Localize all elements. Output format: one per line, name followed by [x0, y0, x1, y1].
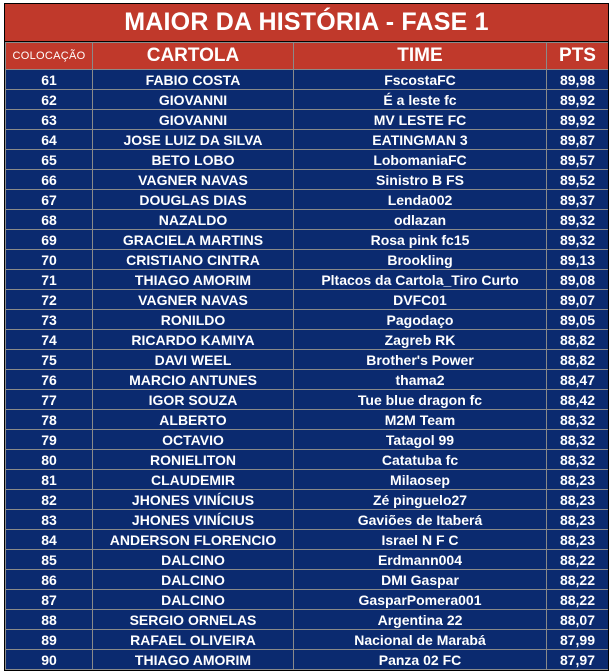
cell-time: Pagodaço	[294, 310, 547, 330]
cell-cartola: JHONES VINÍCIUS	[93, 490, 294, 510]
table-row	[6, 430, 609, 450]
table-row	[6, 250, 609, 270]
page-title: MAIOR DA HISTÓRIA - FASE 1	[5, 4, 608, 42]
cell-cartola: FABIO COSTA	[93, 70, 294, 90]
cell-cartola: DALCINO	[93, 550, 294, 570]
cell-cartola: ANDERSON FLORENCIO	[93, 530, 294, 550]
table-row	[6, 270, 609, 290]
cell-pts: 88,23	[547, 490, 609, 510]
header-time: TIME	[294, 43, 547, 70]
cell-rank: 88	[6, 610, 93, 630]
cell-pts: 89,32	[547, 210, 609, 230]
cell-time: LobomaniaFC	[294, 150, 547, 170]
cell-pts: 88,23	[547, 470, 609, 490]
cell-cartola: RICARDO KAMIYA	[93, 330, 294, 350]
table-row	[6, 70, 609, 90]
cell-cartola: DALCINO	[93, 570, 294, 590]
table-row	[6, 570, 609, 590]
cell-cartola: MARCIO ANTUNES	[93, 370, 294, 390]
cell-rank: 64	[6, 130, 93, 150]
cell-pts: 89,87	[547, 130, 609, 150]
cell-rank: 68	[6, 210, 93, 230]
table-row	[6, 530, 609, 550]
cell-time: Brookling	[294, 250, 547, 270]
cell-rank: 82	[6, 490, 93, 510]
cell-pts: 88,32	[547, 430, 609, 450]
cell-rank: 90	[6, 650, 93, 670]
cell-cartola: DALCINO	[93, 590, 294, 610]
table-row	[6, 370, 609, 390]
cell-cartola: BETO LOBO	[93, 150, 294, 170]
cell-pts: 89,08	[547, 270, 609, 290]
cell-rank: 77	[6, 390, 93, 410]
cell-time: Milaosep	[294, 470, 547, 490]
cell-rank: 69	[6, 230, 93, 250]
cell-rank: 72	[6, 290, 93, 310]
cell-time: Argentina 22	[294, 610, 547, 630]
cell-time: Tue blue dragon fc	[294, 390, 547, 410]
cell-cartola: CLAUDEMIR	[93, 470, 294, 490]
cell-rank: 87	[6, 590, 93, 610]
cell-time: É a leste fc	[294, 90, 547, 110]
cell-rank: 80	[6, 450, 93, 470]
table-row	[6, 490, 609, 510]
cell-cartola: RONIELITON	[93, 450, 294, 470]
table-row	[6, 630, 609, 650]
table-row	[6, 610, 609, 630]
cell-time: Tatagol 99	[294, 430, 547, 450]
cell-cartola: SERGIO ORNELAS	[93, 610, 294, 630]
cell-time: Nacional de Marabá	[294, 630, 547, 650]
cell-pts: 89,57	[547, 150, 609, 170]
table-row	[6, 170, 609, 190]
cell-rank: 67	[6, 190, 93, 210]
cell-time: Brother's Power	[294, 350, 547, 370]
cell-rank: 78	[6, 410, 93, 430]
cell-rank: 85	[6, 550, 93, 570]
cell-pts: 88,23	[547, 530, 609, 550]
cell-rank: 89	[6, 630, 93, 650]
table-row	[6, 550, 609, 570]
ranking-sheet	[4, 3, 609, 671]
cell-time: Erdmann004	[294, 550, 547, 570]
table-row	[6, 470, 609, 490]
cell-rank: 73	[6, 310, 93, 330]
ranking-table	[5, 42, 609, 670]
cell-cartola: GIOVANNI	[93, 90, 294, 110]
table-row	[6, 230, 609, 250]
cell-cartola: DOUGLAS DIAS	[93, 190, 294, 210]
table-row	[6, 410, 609, 430]
cell-cartola: ALBERTO	[93, 410, 294, 430]
cell-cartola: OCTAVIO	[93, 430, 294, 450]
cell-time: Zé pinguelo27	[294, 490, 547, 510]
cell-time: Panza 02 FC	[294, 650, 547, 670]
cell-cartola: RONILDO	[93, 310, 294, 330]
cell-rank: 86	[6, 570, 93, 590]
cell-time: DVFC01	[294, 290, 547, 310]
cell-rank: 76	[6, 370, 93, 390]
cell-pts: 89,37	[547, 190, 609, 210]
cell-cartola: JOSE LUIZ DA SILVA	[93, 130, 294, 150]
table-header-row	[6, 43, 609, 70]
cell-time: MV LESTE FC	[294, 110, 547, 130]
cell-time: M2M Team	[294, 410, 547, 430]
table-row	[6, 510, 609, 530]
table-row	[6, 590, 609, 610]
cell-time: odlazan	[294, 210, 547, 230]
cell-time: EATINGMAN 3	[294, 130, 547, 150]
table-row	[6, 650, 609, 670]
cell-pts: 88,82	[547, 330, 609, 350]
cell-pts: 89,98	[547, 70, 609, 90]
cell-time: Lenda002	[294, 190, 547, 210]
table-row	[6, 90, 609, 110]
cell-pts: 88,32	[547, 410, 609, 430]
table-row	[6, 350, 609, 370]
cell-time: DMI Gaspar	[294, 570, 547, 590]
table-row	[6, 290, 609, 310]
cell-rank: 84	[6, 530, 93, 550]
cell-pts: 89,32	[547, 230, 609, 250]
cell-cartola: GIOVANNI	[93, 110, 294, 130]
cell-rank: 74	[6, 330, 93, 350]
cell-time: Rosa pink fc15	[294, 230, 547, 250]
cell-rank: 61	[6, 70, 93, 90]
cell-pts: 88,82	[547, 350, 609, 370]
cell-time: Zagreb RK	[294, 330, 547, 350]
cell-time: Pltacos da Cartola_Tiro Curto	[294, 270, 547, 290]
cell-rank: 81	[6, 470, 93, 490]
table-row	[6, 330, 609, 350]
cell-rank: 63	[6, 110, 93, 130]
table-body	[6, 70, 609, 670]
header-rank: COLOCAÇÃO	[6, 43, 93, 70]
cell-pts: 89,92	[547, 90, 609, 110]
cell-cartola: GRACIELA MARTINS	[93, 230, 294, 250]
cell-rank: 62	[6, 90, 93, 110]
cell-cartola: JHONES VINÍCIUS	[93, 510, 294, 530]
cell-pts: 88,22	[547, 590, 609, 610]
table-row	[6, 310, 609, 330]
cell-rank: 66	[6, 170, 93, 190]
cell-cartola: IGOR SOUZA	[93, 390, 294, 410]
cell-rank: 83	[6, 510, 93, 530]
table-row	[6, 110, 609, 130]
cell-cartola: THIAGO AMORIM	[93, 270, 294, 290]
cell-pts: 87,97	[547, 650, 609, 670]
cell-cartola: VAGNER NAVAS	[93, 170, 294, 190]
cell-rank: 75	[6, 350, 93, 370]
cell-cartola: CRISTIANO CINTRA	[93, 250, 294, 270]
table-row	[6, 130, 609, 150]
cell-time: thama2	[294, 370, 547, 390]
cell-time: Catatuba fc	[294, 450, 547, 470]
cell-cartola: THIAGO AMORIM	[93, 650, 294, 670]
header-pts: PTS	[547, 43, 609, 70]
cell-pts: 88,22	[547, 570, 609, 590]
table-row	[6, 390, 609, 410]
cell-pts: 89,52	[547, 170, 609, 190]
cell-time: FscostaFC	[294, 70, 547, 90]
cell-cartola: VAGNER NAVAS	[93, 290, 294, 310]
cell-rank: 71	[6, 270, 93, 290]
cell-time: Israel N F C	[294, 530, 547, 550]
cell-rank: 70	[6, 250, 93, 270]
cell-cartola: DAVI WEEL	[93, 350, 294, 370]
cell-pts: 89,13	[547, 250, 609, 270]
table-row	[6, 210, 609, 230]
cell-rank: 79	[6, 430, 93, 450]
table-row	[6, 450, 609, 470]
cell-pts: 88,22	[547, 550, 609, 570]
cell-time: Sinistro B FS	[294, 170, 547, 190]
cell-pts: 89,92	[547, 110, 609, 130]
cell-time: GasparPomera001	[294, 590, 547, 610]
cell-pts: 89,07	[547, 290, 609, 310]
cell-pts: 88,07	[547, 610, 609, 630]
cell-cartola: NAZALDO	[93, 210, 294, 230]
table-row	[6, 190, 609, 210]
cell-rank: 65	[6, 150, 93, 170]
cell-pts: 88,32	[547, 450, 609, 470]
cell-time: Gaviões de Itaberá	[294, 510, 547, 530]
table-row	[6, 150, 609, 170]
header-cartola: CARTOLA	[93, 43, 294, 70]
cell-pts: 87,99	[547, 630, 609, 650]
cell-pts: 89,05	[547, 310, 609, 330]
cell-pts: 88,23	[547, 510, 609, 530]
cell-cartola: RAFAEL OLIVEIRA	[93, 630, 294, 650]
cell-pts: 88,42	[547, 390, 609, 410]
cell-pts: 88,47	[547, 370, 609, 390]
